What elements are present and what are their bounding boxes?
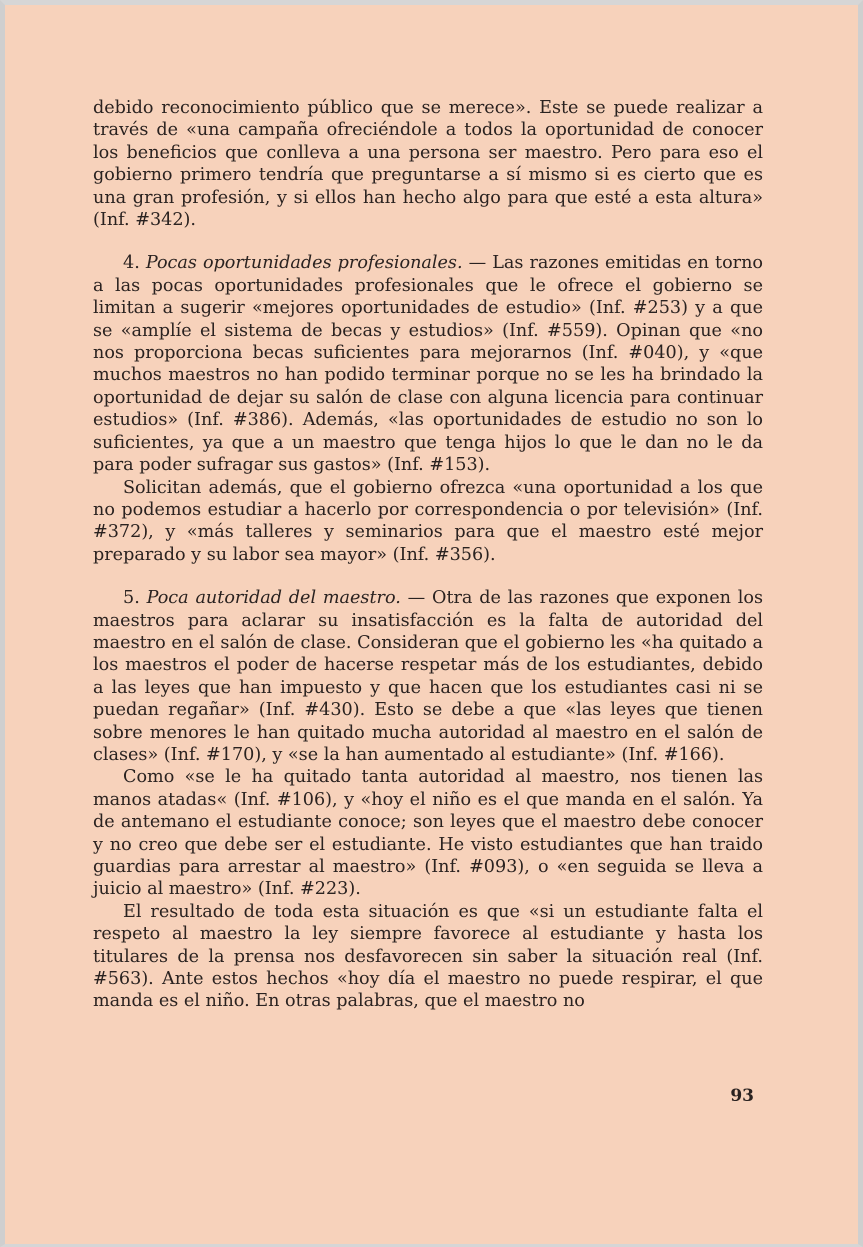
section-5-number: 5. [123,588,140,609]
section-4-body: Las razones emitidas en torno a las pocas oportunidades profesionales que le ofrece el gobierno se limitan a sugerir «mejores oportunidades de estudio» (Inf. #253) y a que se «amplíe el sistema de becas y estudios» (Inf. #559). Opinan que «no nos proporciona becas suficientes para mejorarnos (Inf. #040), y «que muchos maestros no han podido terminar porque no se les ha brindado la oportunidad de dejar su salón de clase con alguna licencia para continuar estudios» (Inf. #386). Además, «las oportunidades de estudio no son lo suficientes, ya que a un maestro que tenga hijos lo que le dan no le da para poder sufragar sus gastos» (Inf. #153). [93,253,763,476]
section-5-body: Otra de las razones que exponen los maestros para aclarar su insatisfacción es la falta de autoridad del maestro en el salón de clase. Consideran que el gobierno les «ha quitado a los maestros el poder de hacerse respetar más de los estudiantes, debido a las leyes que han impuesto y que hacen que los estudiantes casi ni se puedan regañar» (Inf. #430). Esto se debe a que «las leyes que tienen sobre menores le han quitado mucha autoridad al maestro en el salón de clases» (Inf. #170), y «se la han aumentado al estudiante» (Inf. #166). [93,588,764,765]
body-text [93,97,763,1013]
section-4-dash: — [468,253,487,274]
section-5-paragraph-2: Como «se le ha quitado tanta autoridad al maestro, nos tienen las manos atadas« (Inf. #106), y «hoy el niño es el que manda en el salón. Ya de antemano el estudiante conoce; son leyes que el maestro debe conocer y no creo que debe ser el estudiante. He visto estudiantes que han traido guardias para arrestar al maestro» (Inf. #093), o «en seguida se lleva a juicio al maestro» (Inf. #223). [93,767,763,900]
section-4-number: 4. [123,253,140,274]
section-5-paragraph-3: El resultado de toda esta situación es que «si un estudiante falta el respeto al maestro la ley siempre favorece al estudiante y hasta los titulares de la prensa nos desfavorecen sin saber la situación real (Inf. #563). Ante estos hechos «hoy día el maestro no puede respirar, el que manda es el niño. En otras palabras, que el maestro no [93,901,763,1012]
section-4-paragraph-2: Solicitan además, que el gobierno ofrezca «una oportunidad a los que no podemos estudiar a hacerlo por correspondencia o por televisión» (Inf. #372), y «más talleres y seminarios para que el maestro esté mejor preparado y su labor sea mayor» (Inf. #356). [93,477,763,565]
paragraph-continuation: debido reconocimiento público que se merece». Este se puede realizar a través de «una campaña ofreciéndole a todos la oportunidad de conocer los beneficios que conlleva a una persona ser maestro. Pero para eso el gobierno primero tendría que preguntarse a sí mismo si es cierto que es una gran profesión, y si ellos han hecho algo para que esté a esta altura» (Inf. #342). [93,98,763,231]
section-5-dash: — [407,588,426,609]
section-4-paragraph [93,252,763,476]
section-4-title: Pocas oportunidades profesionales. [145,253,463,274]
page-number: 93 [730,1086,754,1106]
section-5-paragraph [93,587,763,766]
section-5-title: Poca autoridad del maestro. [146,588,401,609]
